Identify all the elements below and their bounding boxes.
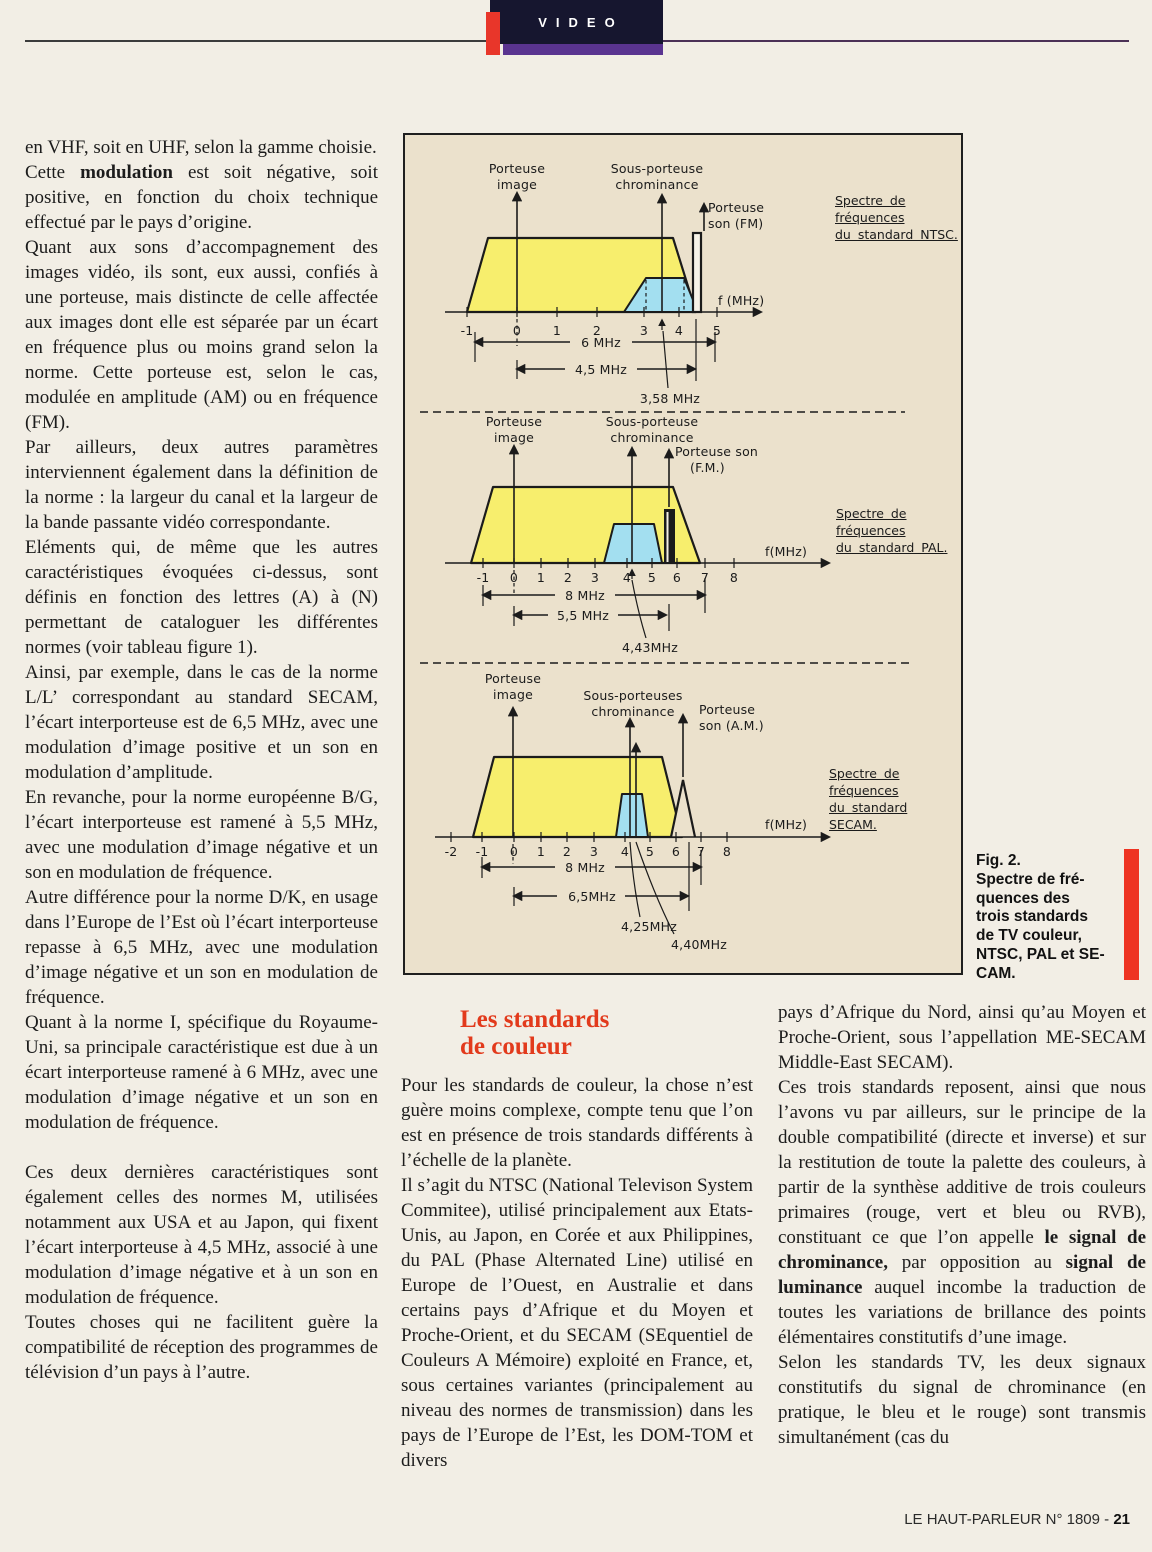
title-line: du standard SECAM. [829, 800, 908, 832]
dimension-label: 4,43MHz [622, 640, 678, 655]
caption-line: Spectre de fré- [976, 870, 1085, 888]
carrier-label: Porteuse [488, 161, 546, 176]
dimension-label: 4,25MHz [621, 919, 677, 934]
caption-line: NTSC, PAL et SE- [976, 945, 1105, 963]
caption-line: de TV couleur, [976, 927, 1082, 945]
tick-label: 7 [700, 570, 710, 585]
dimension-label: 6 MHz [581, 335, 621, 350]
pal-chroma-band [604, 524, 662, 563]
tick-label: 0 [509, 570, 519, 585]
body-paragraph: Selon les standards TV, les deux signaux constitutifs du signal de chrominance (en pratique, le bleu et le rouge) sont transmis simultanément (cas du [778, 1352, 1146, 1448]
carrier-label: chrominance [591, 704, 675, 719]
page-footer [700, 1511, 1130, 1528]
ntsc-spectrum-diagram [445, 161, 764, 406]
body-paragraph: Quant à la norme I, spécifique du Royaume-Uni, sa principale caractéristique est due à un écart interporteuse ramené à 6 MHz, avec une modulation d’image négative et un son en modulation de fréquence. [25, 1012, 378, 1133]
body-paragraph: Il s’agit du NTSC (National Televison System Commitee), utilisé principalement aux Etats-Unis, au Japon, en Corée et aux Philippines, du PAL (Phase Alternated Line) utilisé en Europe de l’Ouest, en Australie et dans certains pays d’Afrique et du Moyen et Proche-Orient, et du SECAM (SEquentiel de Couleurs A Mémoire) exploité en France, et, sous certaines variantes (principalement au niveau des normes de transmission) dans les pays de l’Europe de l’Est, les DOM-TOM et divers [401, 1175, 753, 1471]
figure-2-spectra [403, 133, 963, 975]
body-paragraph: Ainsi, par exemple, dans le cas de la norme L/L’ correspondant au standard SECAM, l’écart interporteuse est de 6,5 MHz, avec une modulation d’image positive et un son en modulation d’amplitude. [25, 662, 378, 783]
body-paragraph: Par ailleurs, deux autres paramètres interviennent également dans la définition de la norme : la largeur du canal et la largeur de la bande passante vidéo correspondante. [25, 437, 378, 533]
tick-label: 0 [512, 323, 522, 338]
spectra-drawing [405, 135, 960, 972]
tick-label: 3 [639, 323, 649, 338]
red-tab-decoration [486, 12, 500, 55]
body-paragraph: Quant aux sons d’accompagnement des images vidéo, ils sont, eux aussi, confiés à une porteuse, mais distincte de celle affectée aux images dont elle est séparée par un écart en fréquence plus ou moins grand selon la norme. Cette porteuse est, selon le cas, modulée en amplitude (AM) ou en fréquence (FM). [25, 237, 378, 433]
tick-label: -1 [460, 323, 474, 338]
body-paragraph: Cette modulation est soit négative, soit positive, en fonction du choix technique effectué par le pays d’origine. [25, 162, 378, 233]
tick-label: 2 [562, 844, 572, 859]
dimension-label: 4,5 MHz [575, 362, 627, 377]
tick-label: 4 [674, 323, 684, 338]
carrier-label: image [494, 430, 534, 445]
section-banner [490, 0, 663, 44]
secam-chroma-leader-1 [630, 842, 640, 917]
dimension-label: 8 MHz [565, 860, 605, 875]
secam-video-band [473, 757, 682, 837]
tick-label: 2 [563, 570, 573, 585]
tick-label: 5 [645, 844, 655, 859]
dimension-label: 8 MHz [565, 588, 605, 603]
dimension-label: 6,5MHz [568, 889, 616, 904]
heading-line: de couleur [460, 1033, 572, 1060]
body-paragraph: Ces deux dernières caractéristiques sont également celles des normes M, utilisées notamment aux USA et au Japon, qui fixent l’écart interporteuse à 4,5 MHz, associé à une modulation d’image négative et à un son en modulation de fréquence. [25, 1162, 378, 1308]
tick-label: 2 [592, 323, 602, 338]
tick-label: 6 [671, 844, 681, 859]
title-line: du standard PAL. [836, 540, 948, 555]
section-heading [460, 1006, 753, 1060]
carrier-label: Sous-porteuse [610, 161, 704, 176]
purple-bar-decoration [503, 44, 663, 55]
figure-caption [976, 852, 1122, 984]
body-paragraph: Autre différence pour la norme D/K, en usage dans l’Europe de l’Est où l’écart interporteuse repasse à 6,5 MHz, avec une modulation d’image négative et un son en modulation de fréquence. [25, 887, 378, 1008]
carrier-label: chrominance [610, 430, 694, 445]
tick-label: 7 [696, 844, 706, 859]
body-paragraph: Eléments qui, de même que les autres caractéristiques évoquées ci-dessus, sont définis en fonction des lettres (A) à (N) permettant de cataloguer les différentes normes (voir tableau figure 1). [25, 537, 378, 658]
caption-line: Fig. 2. [976, 852, 1021, 869]
section-title: VIDEO [538, 14, 624, 30]
caption-line: CAM. [976, 964, 1016, 982]
title-line: du standard NTSC. [835, 227, 958, 242]
title-line: Spectre de fréquences [835, 193, 906, 225]
left-column [25, 135, 378, 1535]
page-number: 21 [1113, 1511, 1130, 1528]
ntsc-chroma-leader [663, 331, 668, 388]
secam-spectrum-diagram [435, 671, 829, 952]
body-paragraph: en VHF, soit en UHF, selon la gamme choisie. [25, 137, 377, 158]
right-column [778, 1000, 1146, 1510]
tick-label: 4 [622, 570, 632, 585]
caption-line: trois standards [976, 908, 1088, 926]
x-axis-label: f (MHz) [718, 293, 765, 308]
carrier-label: image [497, 177, 537, 192]
header-rule-right [663, 40, 1129, 42]
carrier-label: son (FM) [708, 216, 764, 231]
tick-label: 6 [672, 570, 682, 585]
body-paragraph: Toutes choses qui ne facilitent guère la compatibilité de réception des programmes de télévision d’un pays à l’autre. [25, 1312, 378, 1383]
body-paragraph: Ces trois standards reposent, ainsi que nous l’avons vu par ailleurs, sur le principe de la double compatibilité (directe et inverse) et sur la restitution de toute la palette des couleurs, à partir de la synthèse additive de trois couleurs primaires (rouge, vert et bleu ou RVB), constituant ce que l’on appelle le signal de chrominance, par opposition au signal de luminance auquel incombe la traduction de toutes les variations de brillance des points élémentaires constitutifs d’une image. [778, 1077, 1146, 1348]
dimension-label: 4,40MHz [671, 937, 727, 952]
tick-label: 3 [589, 844, 599, 859]
dimension-label: 3,58 MHz [639, 391, 701, 406]
title-line: Spectre de fréquences [829, 766, 900, 798]
body-paragraph: pays d’Afrique du Nord, ainsi qu’au Moyen et Proche-Orient, sous l’appellation ME-SECAM Middle-East SECAM). [778, 1002, 1146, 1073]
carrier-label: Porteuse [708, 200, 765, 215]
x-axis-label: f(MHz) [765, 544, 808, 559]
tick-label: -1 [476, 570, 490, 585]
ntsc-sound-carrier-bar [693, 233, 701, 312]
tick-label: 8 [722, 844, 732, 859]
carrier-label: chrominance [615, 177, 699, 192]
caption-red-bar [1124, 849, 1139, 980]
carrier-label: Sous-porteuses [583, 688, 683, 703]
carrier-label: Porteuse [699, 702, 756, 717]
tick-label: 1 [552, 323, 562, 338]
tick-label: 5 [712, 323, 722, 338]
secam-chroma-band [616, 794, 648, 837]
pal-spectrum-diagram [445, 414, 829, 655]
carrier-label: Sous-porteuse [605, 414, 699, 429]
tick-label: 0 [509, 844, 519, 859]
tick-label: 1 [536, 844, 546, 859]
title-line: Spectre de fréquences [836, 506, 907, 538]
tick-label: 1 [536, 570, 546, 585]
pal-chroma-leader [632, 580, 646, 638]
journal-reference: LE HAUT-PARLEUR N° 1809 - [904, 1511, 1114, 1528]
heading-line: Les standards [460, 1006, 610, 1033]
carrier-label: (F.M.) [690, 460, 725, 475]
tick-label: 4 [620, 844, 630, 859]
tick-label: 8 [729, 570, 739, 585]
tick-label: -1 [475, 844, 489, 859]
body-paragraph: Pour les standards de couleur, la chose n’est guère moins complexe, compte tenu que l’on est en présence de trois standards différents à l’échelle de la planète. [401, 1075, 753, 1171]
middle-column [401, 1006, 753, 1540]
caption-line: quences des [976, 889, 1070, 907]
tick-label: -2 [444, 844, 458, 859]
body-paragraph: En revanche, pour la norme européenne B/G, l’écart interporteuse est ramené à 5,5 MHz, avec une modulation d’image négative et un son en modulation de fréquence. [25, 787, 378, 883]
carrier-label: Porteuse [484, 671, 542, 686]
carrier-label: son (A.M.) [699, 718, 764, 733]
carrier-label: image [493, 687, 533, 702]
tick-label: 3 [590, 570, 600, 585]
dimension-label: 5,5 MHz [557, 608, 609, 623]
carrier-label: Porteuse [485, 414, 543, 429]
pal-sound-carrier-bar [664, 509, 675, 563]
carrier-label: Porteuse son [675, 444, 759, 459]
tick-label: 5 [647, 570, 657, 585]
x-axis-label: f(MHz) [765, 817, 808, 832]
header-rule-left [25, 40, 487, 42]
